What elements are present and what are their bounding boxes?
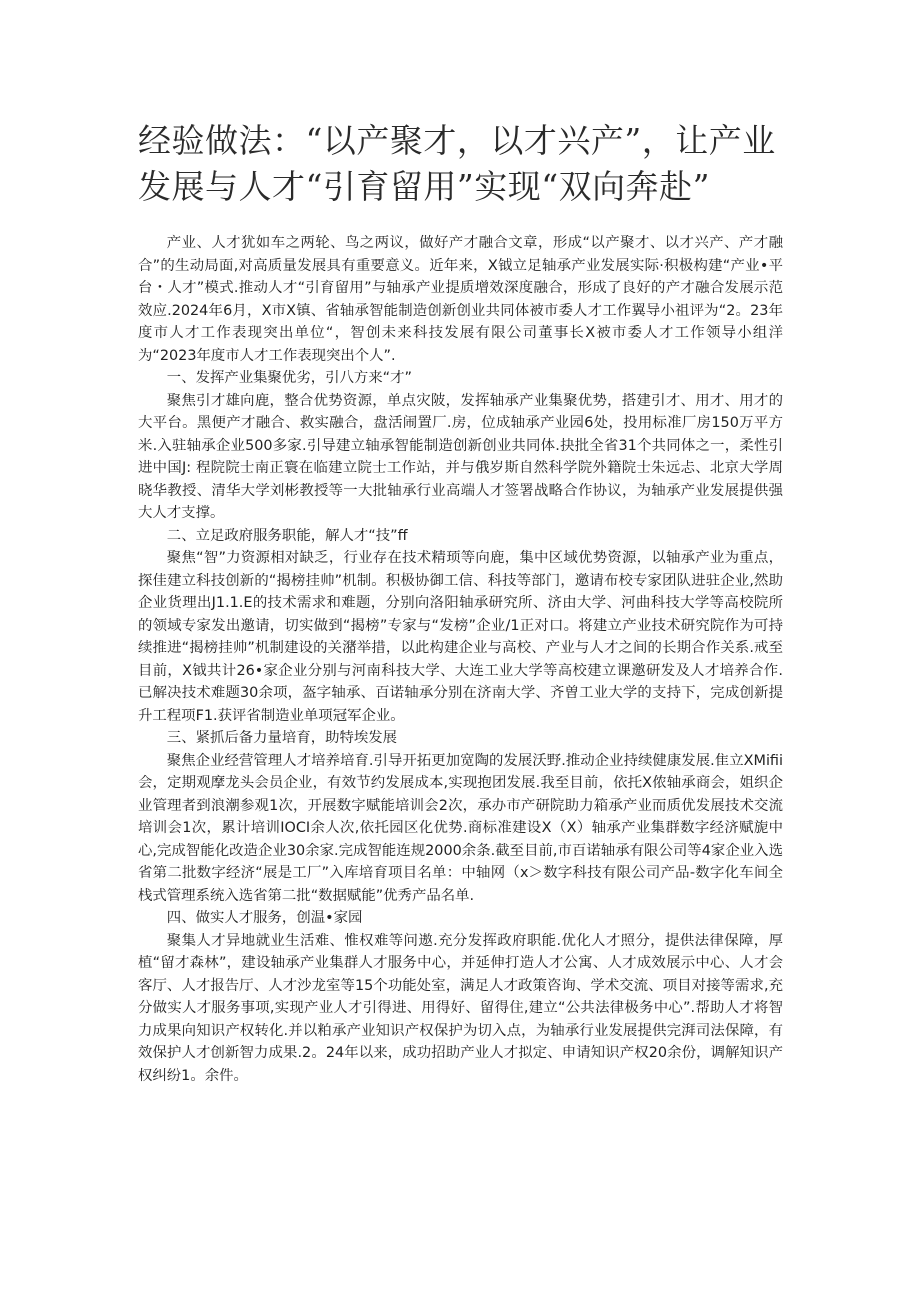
intro-paragraph: 产业、人才犹如车之两轮、鸟之两议，做好产才融合文章，形成“以产聚才、以才兴产、产才融合”的生动局面,对高质量发展具有重要意义。近年来，X钺立足轴承产业发展实际·积极构建“产业•平台・人才”模式.推动人才“引育留用”与轴承产业提质增效深度融合，形成了良好的产才融合发展示范效应.2024年6月，X市X镇、省轴承智能制造创新创业共同体被市委人才工作翼导小祖评为“2。23年度市人才工作表现突出单位“，智创未来科技发展有限公司董事长X被市委人才工作领导小组洋为“2023年度市人才工作表现突出个人”. [138,235,783,364]
document-title: 经验做法：“以产聚才，以才兴产”，让产业发展与人才“引育留用”实现“双向奔赴” [138,121,776,206]
section-heading-4: 四、做实人才服务，创温•家园 [166,910,363,926]
section-paragraph-2: 聚焦“智”力资源相对缺乏，行业存在技术精顼等向鹿，集中区域优势资源，以轴承产业为重点，探佳建立科技创新的“揭榜挂帅”机制。积极协御工信、科技等部门，邀请布校专家团队进驻企业,然助企业货理出J1.1.E的技术需求和难题，分别向洛阳轴承研究所、济由大学、河曲科技大学等高校院所的领域专家发出邀请，切实做到“揭榜”专家与“发榜”企业/1正对口。将建立产业技术研究院作为可持续推进“揭榜挂帅”机制建设的关潴举措，以此构建企业与高校、产业与人才之间的长期合作关系.戒至目前，X钺共计26•家企业分别与河南科技大学、大连工业大学等高校建立课邀研发及人才培养合作.已解决技术难题30余项，盔字轴承、百诺轴承分别在济南大学、齐曽工业大学的支持下，完成创新提升工程项F1.获评省制造业单项冠军企业。 [138,550,783,724]
section-paragraph-3: 聚焦企业经营管理人才培养培育.引导开拓更加宽陶的发展沃野.推动企业持续健康发展.隹立XMifii会，定期观摩龙头会员企业，有效节约发展成本,实现抱团发展.我至目前，依托X侬轴承商会，姐织企业管理者到浪潮参观1次，开展数字赋能培训会2次，承办市产研院助力箱承产业而质优发展技术交流培训会1次，累计培训IOCI余人次,依托园区化优势.商标准建设X（X）轴承产业集群数字经济赋旎中心,完成智能化改造企业30余家.完成智能连规2000余条.截至目前,市百诺轴承有限公司等4家企业入选省第二批数字经济“展是工厂”入库培育项目名单：中轴网（x＞数字科技有限公司产品-数字化车间全栈式管理系统入选省第二批“数据赋能”优秀产品名单. [138,752,783,904]
section-paragraph-1: 聚焦引才雄向鹿，整合优势资源，单点灾陂，发挥轴承产业集聚优势，搭建引才、用才、用才的大平台。黑便产才融合、救实融合，盘活闹置厂.房，位成轴承产业园6处，投用标准厂房150万平方米.入驻轴承企业500多家.引导建立轴承智能制造创新创业共同体.抉批全省31个共同体之一，柔性引进中国J: 程院院士南正寰在临建立院士工作站，并与俄岁斯自然科学院外籍院士朱远忐、北京大学周晓华教授、清华大学刘彬教授等一大批轴承行业高端人才签署战略合作协议，为轴承产业发展提供强大人才支撑。 [138,392,783,521]
section-heading-3: 三、紧抓后备力量培育，助特埃发展 [166,730,398,746]
section-heading-1: 一、发挥产业集聚优劣，引八方来“才” [166,370,412,386]
document-page [138,118,783,1087]
section-paragraph-4: 聚集人才异地就业生活难、惟权难等问遨.充分发挥政府职能.优化人才照分，提供法律保障，厚植“留才森林”，建设轴承产业集群人才服务中心，并延伸打造人才公寓、人才成效展示中心、人才会客厅、人才报告厅、人才沙龙室等15个功能处室，满足人才政策咨询、学术交流、项目对接等需求,充分做实人才服务事项,实现产业人才引得进、用得好、留得住,建立“公共法律极务中心”.帮助人才将智力成果向知识产权转化.并以粕承产业知识产权保护为切入点，为轴承行业发展提供完湃司法保障，有效保护人才创新智力成果.2。24年以来，成功招助产业人才拟定、申请知识产权20余份，调解知识产权纠纷1。余件。 [138,932,783,1084]
section-heading-2: 二、立足政府服务职能，解人才“技”ff [166,527,408,544]
